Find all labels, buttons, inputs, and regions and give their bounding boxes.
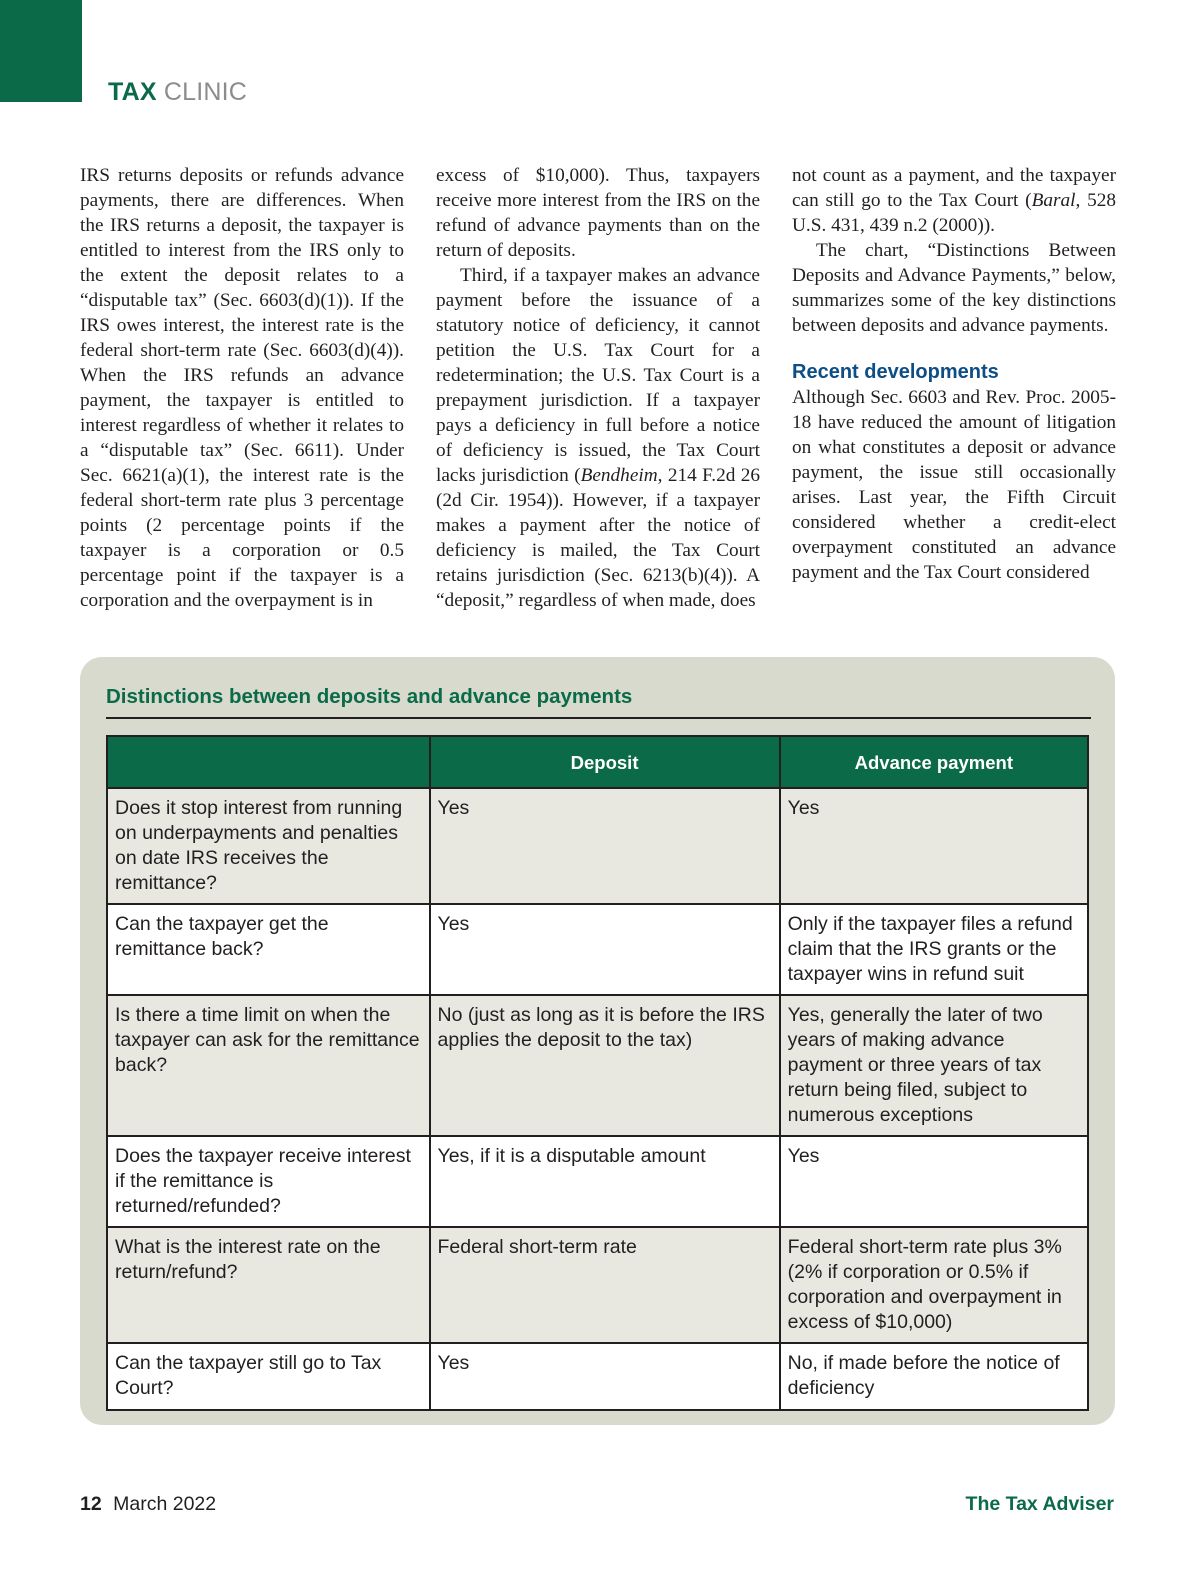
page-number: 12 [80, 1493, 102, 1515]
section-header [108, 78, 247, 107]
article-column-2 [436, 163, 760, 618]
table-cell: Can the taxpayer get the remittance back? [107, 904, 430, 995]
table-cell: Is there a time limit on when the taxpayer can ask for the remittance back? [107, 995, 430, 1136]
paragraph: excess of $10,000). Thus, taxpayers receive more interest from the IRS on the refund of advance payments than on the return of deposits. [436, 165, 760, 261]
table-cell: Does it stop interest from running on underpayments and penalties on date IRS receives the remittance? [107, 788, 430, 904]
table-header-cell: Advance payment [780, 736, 1088, 788]
table-row [107, 904, 1088, 995]
publication-name: The Tax Adviser [965, 1493, 1114, 1515]
table-cell: Only if the taxpayer files a refund claim that the IRS grants or the taxpayer wins in refund suit [780, 904, 1088, 995]
table-cell: Federal short-term rate plus 3% (2% if corporation or 0.5% if corporation and overpayment in excess of $10,000) [780, 1227, 1088, 1343]
case-citation: Bendheim [580, 465, 658, 486]
issue-date: March 2022 [113, 1493, 217, 1515]
chart-title: Distinctions between deposits and advance payments [106, 685, 1091, 719]
text-run: , 214 F.2d 26 (2d Cir. 1954)). However, if a taxpayer makes a payment after the notice of deficiency is mailed, the Tax Court retains jurisdiction (Sec. 6213(b)(4)). A “deposit,” regardless of when made, does [436, 465, 761, 611]
paragraph [436, 263, 760, 613]
subheading-recent-developments: Recent developments [792, 361, 999, 383]
paragraph: IRS returns deposits or refunds advance payments, there are differences. When the IRS returns a deposit, the taxpayer is entitled to interest from the IRS only to the extent the deposit relates to a “disputable tax” (Sec. 6603(d)(1)). If the IRS owes interest, the interest rate is the federal short-term rate (Sec. 6603(d)(4)). When the IRS refunds an advance payment, the taxpayer is entitled to interest regardless of whether it relates to a “disputable tax” (Sec. 6611). Under Sec. 6621(a)(1), the interest rate is the federal short-term rate plus 3 percentage points (2 percentage points if the taxpayer is a corporation or 0.5 percentage point if the taxpayer is a corporation and the overpayment is in [80, 165, 404, 611]
text-run: , 528 U.S. 431, 439 n.2 (2000)). [792, 190, 1116, 236]
corner-accent-block [0, 0, 82, 102]
table-row [107, 1227, 1088, 1343]
table-cell: Federal short-term rate [430, 1227, 780, 1343]
table-cell: Yes [430, 904, 780, 995]
table-row [107, 1136, 1088, 1227]
table-header-row [107, 736, 1088, 788]
text-run: not count as a payment, and the taxpayer can still go to the Tax Court ( [792, 165, 1116, 211]
table-row [107, 1343, 1088, 1410]
distinctions-table [106, 735, 1089, 1411]
table-row [107, 995, 1088, 1136]
chart-panel [80, 657, 1115, 1425]
article-column-1 [80, 163, 404, 618]
table-cell: Yes [780, 1136, 1088, 1227]
paragraph: Although Sec. 6603 and Rev. Proc. 2005-18 have reduced the amount of litigation on what constitutes a deposit or advance payment, the issue still occasionally arises. Last year, the Fifth Circuit considered whether a credit-elect overpayment constituted an advance payment and the Tax Court considered [792, 387, 1116, 583]
table-cell: Yes [780, 788, 1088, 904]
table-cell: Does the taxpayer receive interest if the remittance is returned/refunded? [107, 1136, 430, 1227]
table-header-cell: Deposit [430, 736, 780, 788]
table-cell: No, if made before the notice of deficiency [780, 1343, 1088, 1410]
article-body [80, 163, 1116, 618]
text-run: Third, if a taxpayer makes an advance payment before the issuance of a statutory notice of deficiency, it cannot petition the U.S. Tax Court for a redetermination; the U.S. Tax Court is a prepayment jurisdiction. If a taxpayer pays a deficiency in full before a notice of deficiency is issued, the Tax Court lacks jurisdiction ( [436, 265, 760, 486]
case-citation: Baral [1031, 190, 1076, 211]
table-cell: Yes, if it is a disputable amount [430, 1136, 780, 1227]
article-column-3 [792, 163, 1116, 618]
table-cell: Can the taxpayer still go to Tax Court? [107, 1343, 430, 1410]
table-cell: Yes [430, 788, 780, 904]
table-cell: What is the interest rate on the return/refund? [107, 1227, 430, 1343]
paragraph: The chart, “Distinctions Between Deposits and Advance Payments,” below, summarizes some of the key distinctions between deposits and advance payments. [792, 240, 1116, 336]
table-cell: Yes [430, 1343, 780, 1410]
footer-page-info [80, 1493, 216, 1516]
section-header-bold: TAX [108, 78, 157, 106]
table-header-cell [107, 736, 430, 788]
section-header-light: CLINIC [163, 78, 248, 106]
table-row [107, 788, 1088, 904]
table-cell: No (just as long as it is before the IRS applies the deposit to the tax) [430, 995, 780, 1136]
paragraph [792, 163, 1116, 238]
table-cell: Yes, generally the later of two years of making advance payment or three years of tax return being filed, subject to numerous exceptions [780, 995, 1088, 1136]
